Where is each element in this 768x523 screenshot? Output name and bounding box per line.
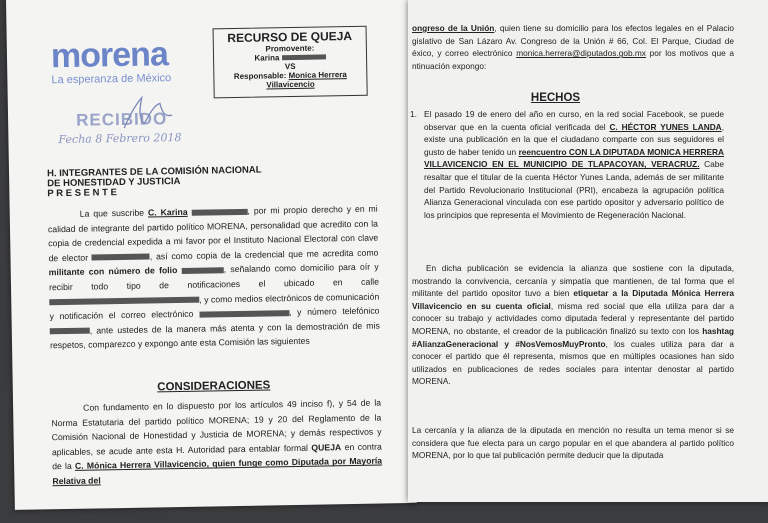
- right-top-paragraph: [412, 22, 734, 72]
- hechos-heading: HECHOS: [530, 92, 581, 104]
- p2-text-2: , misma red social que ella utiliza para dar a conocer su trabajo y actividades como diputada federal y representante del partido MORENA, no obstante, el creador de la publicación finalizó su texto con los: [412, 300, 734, 336]
- top-bold: ongreso de la Unión: [412, 23, 495, 33]
- p2-bold-2: hashtag #AlianzaGeneracional y #NosVemosMuyPronto: [412, 325, 734, 349]
- redaction-bar: [282, 55, 326, 61]
- vs-label: VS: [284, 61, 296, 72]
- redaction-bar: [49, 297, 199, 306]
- hecho-text-2: , existe una publicación en la que el ciudadano comparte con sus seguidores el gusto de haber tenido un: [424, 121, 724, 157]
- intro-text-3: , así como copia de la credencial que me acredita como: [149, 247, 379, 262]
- intro-paragraph: [48, 202, 380, 354]
- p2-text-1: En dicha publicación se evidencia la alianza que sostiene con la diputada, mostrando la convivencia, cercanía y simpatía que mantienen, de tal forma que el militante del partido opositor tuvo a bien: [412, 263, 734, 299]
- considerations-heading: CONSIDERACIONES: [157, 379, 271, 394]
- responsable-name-1: Monica Herrera: [288, 70, 347, 81]
- redaction-bar: [50, 328, 90, 335]
- redaction-bar: [182, 267, 224, 274]
- logo-tagline: La esperanza de México: [51, 72, 172, 87]
- consid-target: C. Mónica Herrera Villavicencio, quien funge como Diputada por Mayoría Relativa del: [52, 455, 383, 487]
- promovente-name: Karina: [254, 53, 280, 63]
- top-email: monica.herrera@diputados.gob.mx: [516, 48, 646, 59]
- p3-text-1: La cercanía y la alianza de la diputada en mención no resulta un tema menor si se considera que fue electa para un cargo popular en el que abandera al partido político MORENA, por lo que tal publicación permite deducir que la diputada: [412, 425, 734, 461]
- recurso-queja-box: [213, 26, 368, 99]
- hecho-name: C. HÉCTOR YUNES LANDA: [609, 121, 722, 132]
- stamp-word: RECIBIDO: [75, 109, 168, 130]
- hecho-3-paragraph: [412, 424, 734, 462]
- folio-label: militante con número de folio: [48, 265, 178, 278]
- intro-name: C. Karina: [147, 206, 188, 218]
- intro-text-7: , ante ustedes de la manera más atenta y con la demostración de mis respetos, comparezco y expongo ante esta Comisión las siguientes: [49, 320, 380, 351]
- addressee-block: [47, 166, 262, 200]
- intro-text-2: , por mi propio derecho y en mi calidad de integrante del partido político MORENA, personalidad que acredito con la copia de credencial expedida a mi favor por el Instituto Nacional Electoral con clave de elector: [47, 203, 379, 264]
- hecho-2-paragraph: [412, 262, 734, 388]
- morena-logo: [51, 37, 172, 86]
- redaction-bar: [92, 254, 150, 261]
- consid-text-1: Con fundamento en lo dispuesto por los artículos 49 inciso f), y 54 de la Norma Estatutaria del partido político MORENA; 19 y 20 del Reglamento de la Comisión Nacional de Honestidad y Justicia de MORENA; y demás respectivos y aplicables, se acude ante esta H. Autoridad para entablar formal: [51, 397, 382, 458]
- redaction-bar: [199, 310, 289, 318]
- stamp-date: Fecha 8 Febrero 2018: [58, 130, 182, 147]
- hecho-number: 1.: [410, 109, 417, 119]
- intro-text-4: , señalando como domicilio para oír y recibir todo tipo de notificaciones el ubicado en calle: [48, 261, 380, 293]
- responsable-label: Responsable:: [233, 71, 287, 82]
- hecho-reencuentro: reencuentro CON LA DIPUTADA MONICA HERRERA VILLAVICENCIO EN EL MUNICIPIO DE TLAPACOYAN, VERACRUZ.: [424, 146, 724, 170]
- considerations-paragraph: [51, 396, 382, 489]
- hecho-text-3: Cabe resaltar que el titular de la cuenta Héctor Yunes Landa, además de ser militante del Partido Revolucionario Institucional (PRI), encabeza la agrupación política Alianza Generacional vinculada con ese partido opositor y adversario político de los principios que representa el Movimiento de Regeneración Nacional.: [424, 159, 724, 220]
- intro-text-1: La que suscribe: [79, 207, 145, 219]
- logo-wordmark: morena: [50, 35, 169, 76]
- intro-text-5: , y como medios electrónicos de comunicación y notificación el correo electrónico: [49, 291, 380, 322]
- right-page: [408, 0, 768, 502]
- p2-text-3: , los cuales utiliza para dar a conocer el partido que él representa, mismos que en múltiples ocasiones han sido utilizados en publicaciones de redes sociales para intentar denostar al partido MORENA.: [412, 338, 734, 387]
- top-text-2: por los motivos que a ntinuación expongo:: [412, 48, 734, 71]
- responsable-name-2: Villavicencio: [266, 79, 315, 90]
- redaction-bar: [191, 209, 247, 216]
- addressee-line-3: P R E S E N T E: [47, 187, 117, 200]
- left-page: [6, 0, 417, 510]
- queja-title: RECURSO DE QUEJA: [227, 28, 353, 46]
- consid-text-2: en contra de la: [52, 441, 382, 472]
- hecho-1-paragraph: [424, 108, 724, 221]
- intro-text-6: , y número telefónico: [288, 305, 380, 318]
- addressee-line-2: DE HONESTIDAD Y JUSTICIA: [47, 175, 181, 190]
- top-text-1: , quien tiene su domicilio para los efectos legales en el Palacio gislativo de San Lázaro Av. Congreso de la Unión # 66, Col. El Parque, Ciudad de éxico, y correo electrónico: [412, 23, 734, 59]
- hecho-text-1: El pasado 19 de enero del año en curso, en la red social Facebook, se puede observar que en la cuenta oficial verificada del: [424, 109, 724, 132]
- addressee-line-1: H. INTEGRANTES DE LA COMISIÓN NACIONAL: [46, 164, 262, 180]
- p2-bold-1: etiquetar a la Diputada Mónica Herrera Villavicencio en su cuenta oficial: [412, 288, 734, 311]
- queja-word: QUEJA: [311, 441, 342, 453]
- signature-icon: [120, 93, 181, 134]
- promovente-label: Promovente:: [265, 43, 315, 54]
